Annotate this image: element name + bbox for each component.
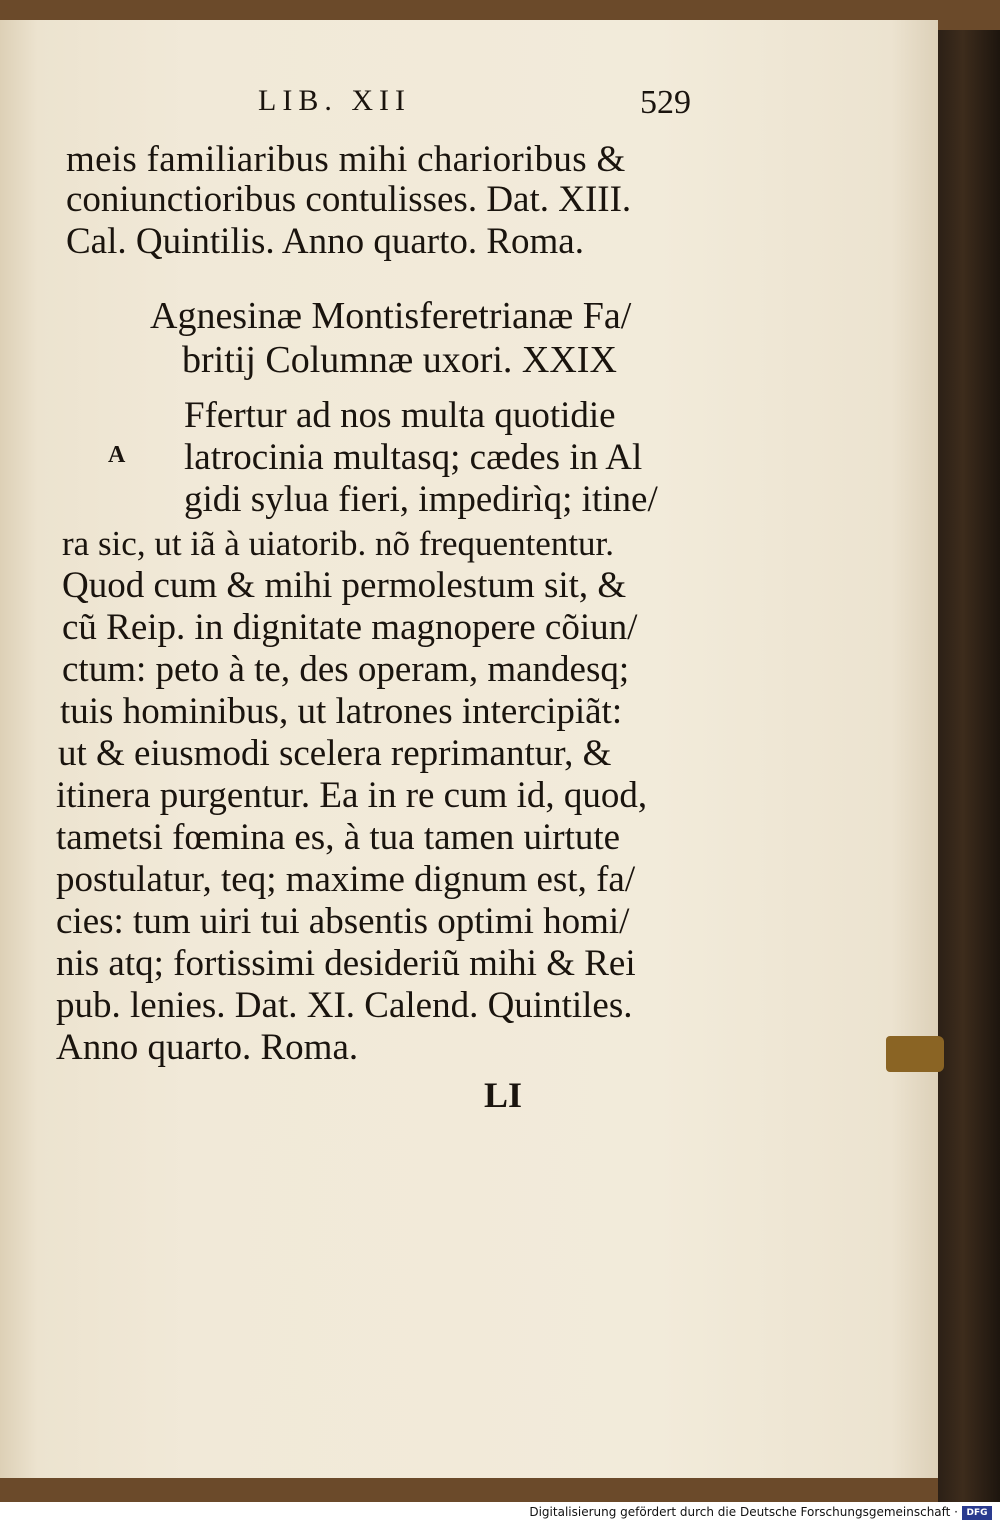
text-line: tametsi fœmina es, à tua tamen uirtute — [56, 817, 621, 858]
text-line: cũ Reip. in dignitate magnopere cõiun/ — [62, 607, 638, 648]
dfg-logo-icon: DFG — [962, 1506, 992, 1520]
text-line: pub. lenies. Dat. XI. Calend. Quintiles. — [56, 985, 633, 1026]
text-line: meis familiaribus mihi charioribus & — [66, 139, 626, 180]
page-edge — [938, 30, 1000, 1502]
text-line: postulatur, teq; maxime dignum est, fa/ — [56, 859, 636, 900]
text-line: gidi sylua fieri, impedirìq; itine/ — [184, 479, 658, 520]
text-line: latrocinia multasq; cædes in Al — [184, 437, 643, 478]
text-line: ra sic, ut iã à uiatorib. nõ frequententur. — [62, 524, 615, 563]
text-line: coniunctioribus contulisses. Dat. XIII. — [66, 179, 632, 220]
text-line: Anno quarto. Roma. — [56, 1027, 359, 1068]
text-line: Ffertur ad nos multa quotidie — [184, 395, 616, 436]
text-line: Cal. Quintilis. Anno quarto. Roma. — [66, 221, 584, 262]
page-tab — [886, 1036, 944, 1072]
running-head: LIB. XII — [258, 84, 411, 117]
footer-credit: Digitalisierung gefördert durch die Deutsche Forschungsgemeinschaft · — [529, 1505, 958, 1519]
text-line: tuis hominibus, ut latrones intercipiãt: — [60, 691, 623, 732]
page-number: 529 — [640, 84, 691, 121]
text-line: ctum: peto à te, des operam, mandesq; — [62, 649, 630, 690]
text-line: itinera purgentur. Ea in re cum id, quod, — [56, 775, 648, 816]
letter-title-line: Agnesinæ Montisferetrianæ Fa/ — [150, 295, 632, 337]
text-line: ut & eiusmodi scelera reprimantur, & — [58, 733, 612, 774]
text-line: cies: tum uiri tui absentis optimi homi/ — [56, 901, 630, 942]
text-line: nis atq; fortissimi desideriũ mihi & Rei — [56, 943, 636, 984]
catchword: LI — [484, 1075, 523, 1115]
margin-marker: A — [108, 442, 126, 468]
text-line: Quod cum & mihi permolestum sit, & — [62, 565, 627, 606]
digitization-footer — [0, 1502, 1000, 1524]
letter-title-line: britij Columnæ uxori. XXIX — [182, 339, 617, 381]
